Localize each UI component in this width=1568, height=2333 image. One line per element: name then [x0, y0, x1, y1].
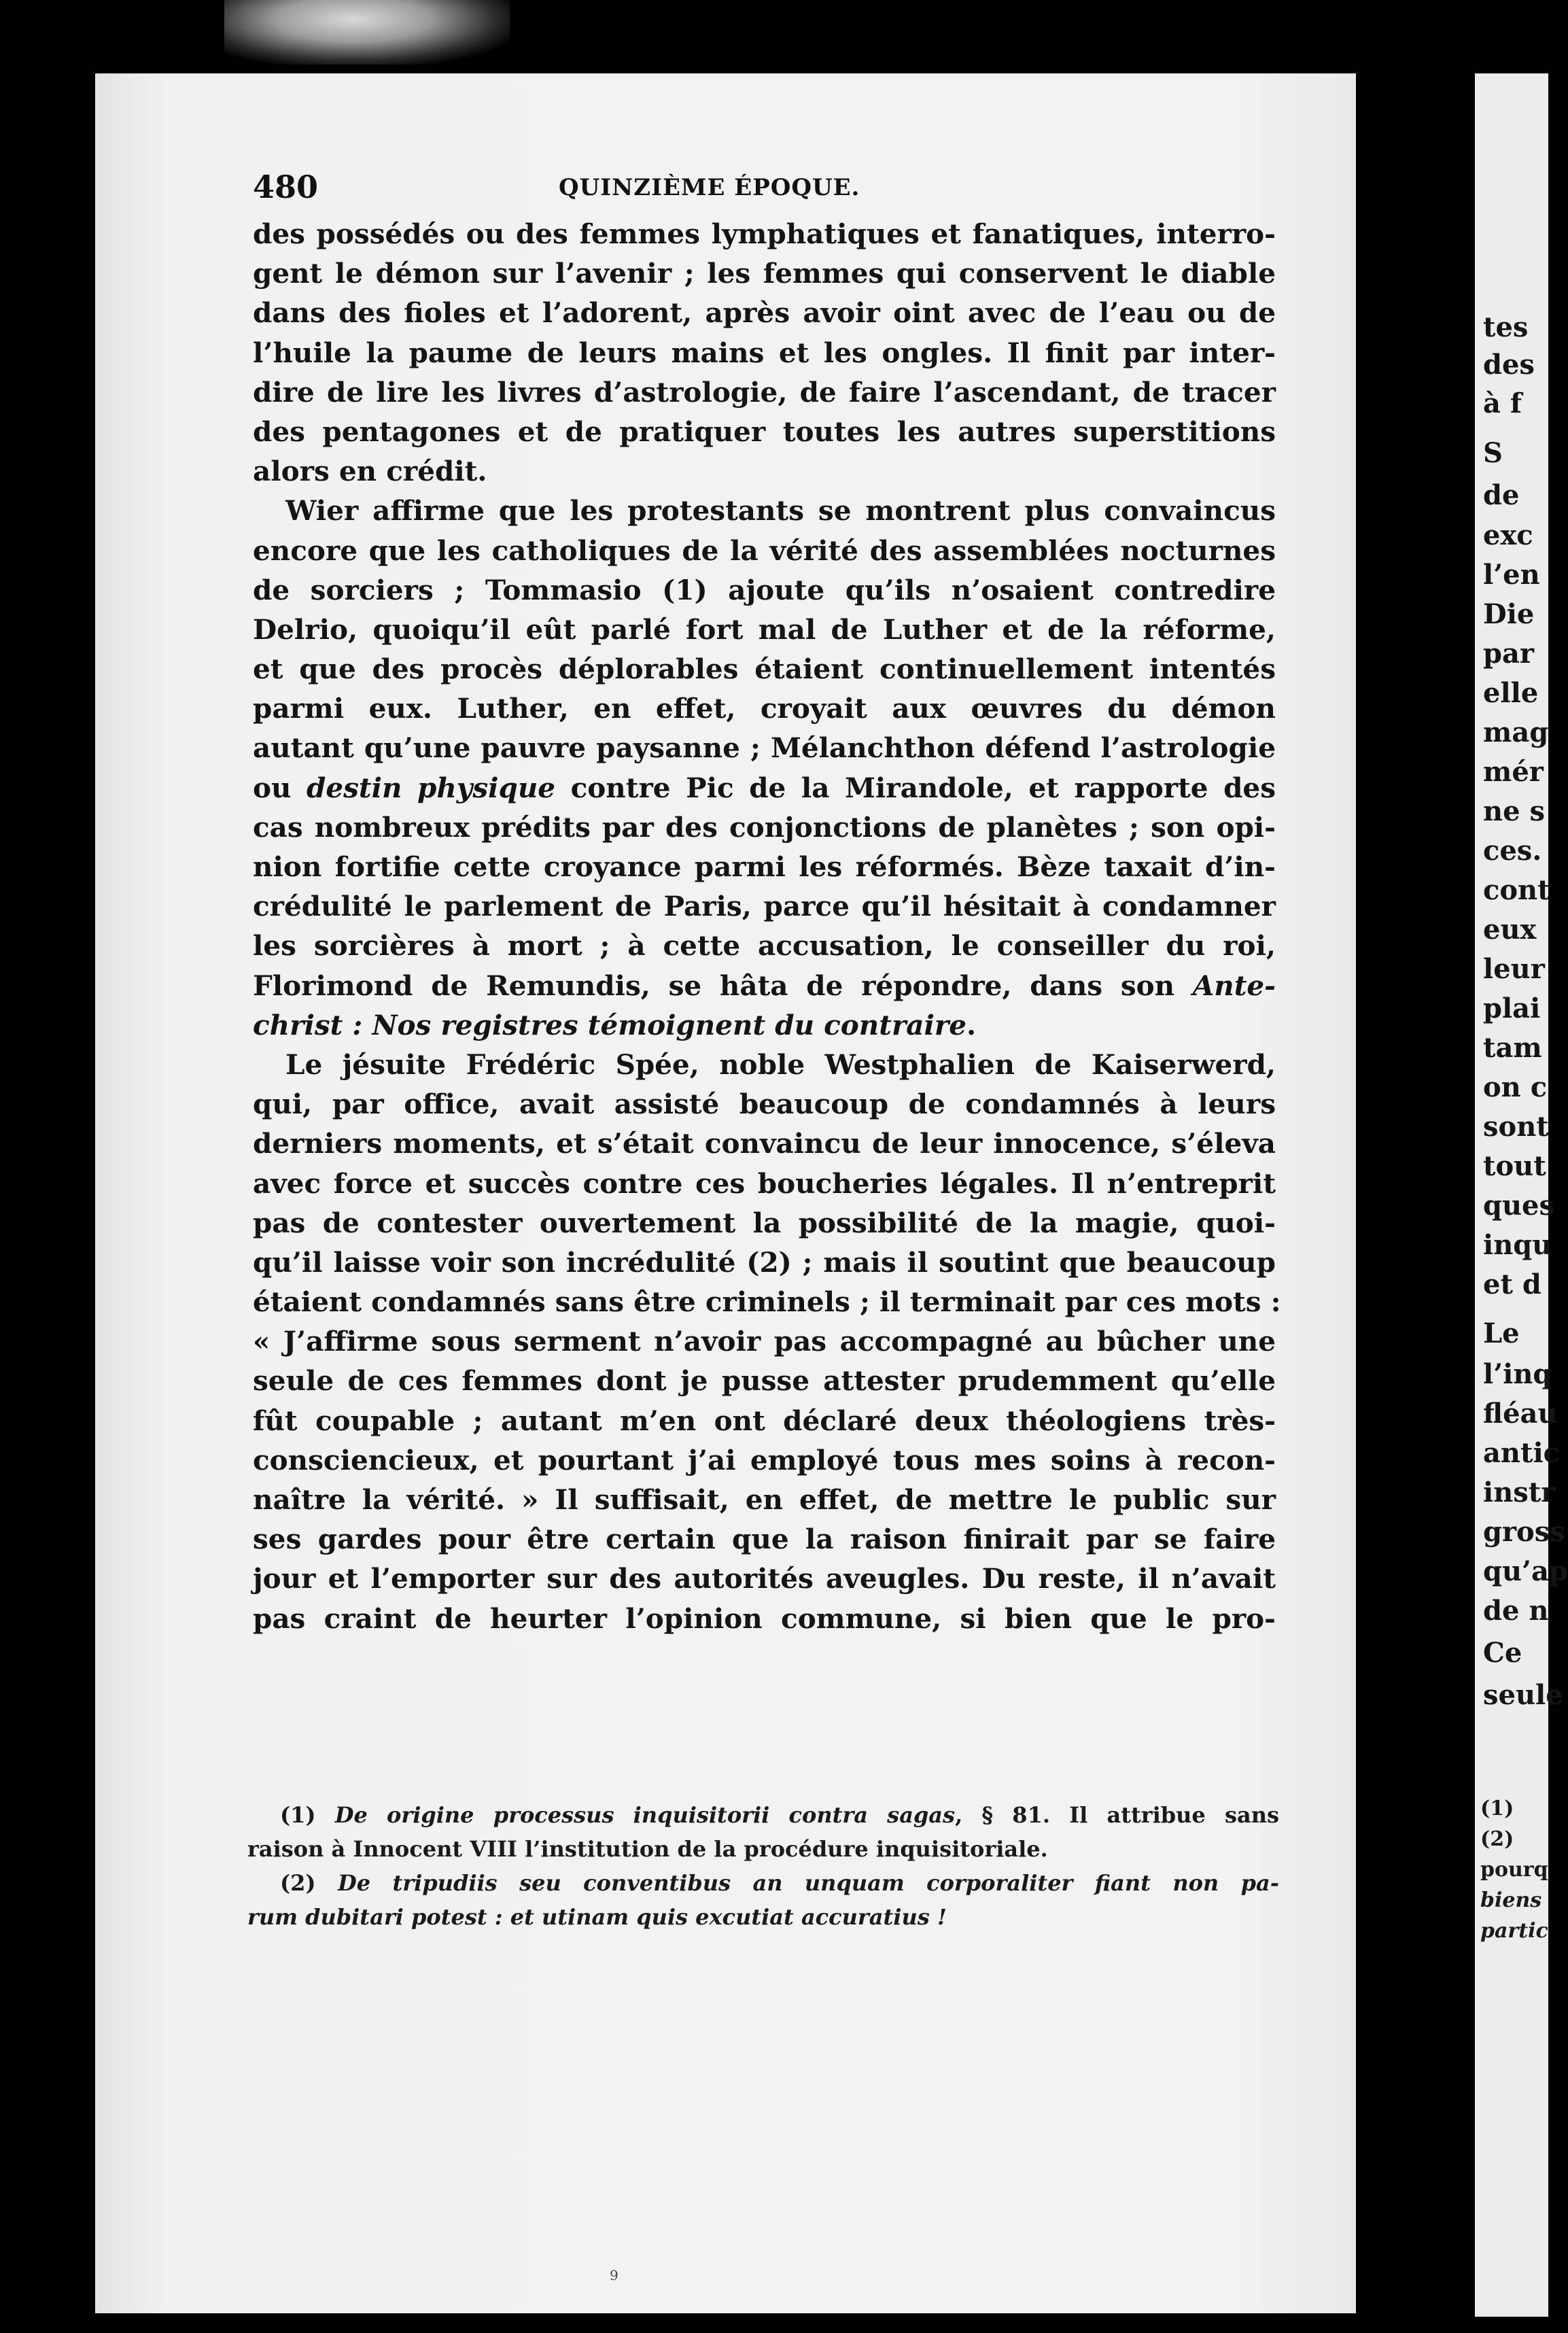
footnotes: [247, 1798, 1280, 1934]
adjacent-page-line: cont: [1483, 874, 1550, 906]
adjacent-page-line: sont: [1483, 1111, 1549, 1143]
text-line: dans des fioles et l’adorent, après avoir oint avec de l’eau ou de: [253, 296, 1276, 330]
adjacent-page-line: l’inq: [1483, 1358, 1552, 1390]
footnote-line: (1) De origine processus inquisitorii contra sagas, § 81. Il attribue sans: [280, 1802, 1280, 1828]
adjacent-page-footnote: (1): [1480, 1797, 1514, 1820]
adjacent-page-line: elle: [1483, 677, 1539, 709]
text-line: étaient condamnés sans être criminels ; il terminait par ces mots :: [253, 1285, 1281, 1319]
page-number: 480: [253, 169, 319, 205]
scan-corner-blot: [224, 0, 510, 65]
text-line: des possédés ou des femmes lymphatiques et fanatiques, interro-: [253, 218, 1276, 250]
adjacent-page-line: seule: [1483, 1679, 1563, 1711]
adjacent-page-footnote: (2): [1480, 1827, 1514, 1851]
adjacent-page-line: mér: [1483, 756, 1544, 788]
italic-text: Ante-: [1192, 969, 1276, 1002]
text-line: christ : Nos registres témoignent du contraire.: [253, 1008, 977, 1041]
adjacent-page-line: l’en: [1483, 559, 1540, 591]
adjacent-page-line: tes: [1483, 311, 1529, 343]
text-line: consciencieux, et pourtant j’ai employé tous mes soins à recon-: [253, 1443, 1276, 1476]
adjacent-page-line: gross: [1483, 1516, 1565, 1548]
text-line: crédulité le parlement de Paris, parce qu’il hésitait à condamner: [253, 890, 1276, 923]
footnote-line: (2) De tripudiis seu conventibus an unquam corporaliter fiant non pa-: [280, 1870, 1280, 1896]
text-line: parmi eux. Luther, en effet, croyait aux œuvres du démon: [253, 692, 1276, 725]
text-line: des pentagones et de pratiquer toutes les autres superstitions: [253, 415, 1276, 448]
adjacent-page-footnote: pourq: [1480, 1858, 1548, 1882]
text-line: cas nombreux prédits par des conjonctions de planètes ; son opi-: [253, 810, 1276, 844]
text-line: Florimond de Remundis, se hâta de répondre, dans son Ante-: [253, 969, 1276, 1002]
footnote-line: [247, 1900, 1279, 1934]
text-line: ses gardes pour être certain que la raison finirait par se faire: [253, 1523, 1276, 1556]
adjacent-page-line: plai: [1483, 992, 1541, 1024]
adjacent-page-line: tam: [1483, 1032, 1542, 1064]
adjacent-page-line: ces.: [1483, 835, 1542, 867]
adjacent-page-line: eux: [1483, 914, 1537, 946]
text-line: pas de contester ouvertement la possibilité de la magie, quoi-: [253, 1206, 1276, 1239]
italic-text: destin physique: [307, 771, 556, 804]
text-line: pas craint de heurter l’opinion commune, si bien que le pro-: [253, 1602, 1276, 1635]
adjacent-page-line: des: [1483, 349, 1535, 381]
adjacent-page-line: leur: [1483, 953, 1545, 985]
text-line: nion fortifie cette croyance parmi les réformés. Bèze taxait d’in-: [253, 850, 1276, 883]
adjacent-page-line: instr: [1483, 1476, 1556, 1508]
running-title: QUINZIÈME ÉPOQUE.: [559, 174, 860, 201]
adjacent-page-line: et d: [1483, 1268, 1541, 1300]
text-line: jour et l’emporter sur des autorités aveugles. Du reste, il n’avait: [253, 1562, 1276, 1595]
text-line: Wier affirme que les protestants se montrent plus convaincus: [285, 494, 1276, 528]
italic-text: rum dubitari potest : et utinam quis excutiat accuratius !: [247, 1904, 947, 1930]
adjacent-page-line: Die: [1483, 598, 1535, 630]
adjacent-page-line: inqu: [1483, 1229, 1552, 1261]
adjacent-page-line: ques: [1483, 1190, 1555, 1222]
adjacent-page-line: on c: [1483, 1071, 1548, 1103]
italic-text: De origine processus inquisitorii contra sagas: [334, 1802, 956, 1828]
text-line: seule de ces femmes dont je pusse attester prudemment qu’elle: [253, 1364, 1276, 1398]
adjacent-page-footnote: biens: [1480, 1888, 1542, 1912]
adjacent-page-line: S: [1483, 437, 1503, 469]
adjacent-page-line: exc: [1483, 519, 1533, 551]
text-line: Delrio, quoiqu’il eût parlé fort mal de Luther et de la réforme,: [253, 612, 1276, 646]
text-line: qui, par office, avait assisté beaucoup de condamnés à leurs: [253, 1088, 1276, 1121]
adjacent-page-line: mag: [1483, 716, 1549, 748]
body-text: [253, 214, 1281, 1638]
adjacent-page-line: de n: [1483, 1595, 1549, 1627]
footnote-line: raison à Innocent VIII l’institution de la procédure inquisitoriale.: [247, 1836, 1048, 1862]
adjacent-page-line: Ce: [1483, 1637, 1522, 1669]
text-line: autant qu’une pauvre paysanne ; Mélanchthon défend l’astrologie: [253, 731, 1276, 765]
adjacent-page-line: de: [1483, 479, 1520, 511]
text-line: avec force et succès contre ces boucheries légales. Il n’entreprit: [253, 1166, 1276, 1200]
adjacent-page-line: qu’ap: [1483, 1555, 1568, 1587]
adjacent-page-line: par: [1483, 638, 1534, 670]
text-line: qu’il laisse voir son incrédulité (2) ; mais il soutint que beaucoup: [253, 1245, 1276, 1279]
signature-mark: 9: [610, 2267, 619, 2283]
text-line: ou destin physique contre Pic de la Mirandole, et rapporte des: [253, 771, 1276, 804]
adjacent-page-line: antic: [1483, 1437, 1561, 1469]
text-line: encore que les catholiques de la vérité des assemblées nocturnes: [253, 534, 1276, 567]
text-line: gent le démon sur l’avenir ; les femmes qui conservent le diable: [253, 257, 1276, 290]
text-line: dire de lire les livres d’astrologie, de faire l’ascendant, de tracer: [253, 375, 1276, 409]
text-line: les sorcières à mort ; à cette accusation, le conseiller du roi,: [253, 929, 1276, 963]
text-line: Le jésuite Frédéric Spée, noble Westphalien de Kaiserwerd,: [285, 1048, 1276, 1081]
adjacent-page-fragment: [1475, 73, 1568, 2317]
adjacent-page-line: fléau: [1483, 1398, 1558, 1430]
adjacent-page-footnote: partic: [1480, 1919, 1548, 1943]
text-line: et que des procès déplorables étaient continuellement intentés: [253, 653, 1276, 686]
text-line: l’huile la paume de leurs mains et les ongles. Il finit par inter-: [253, 336, 1276, 369]
italic-text: De tripudiis seu conventibus an unquam corporaliter fiant non pa-: [337, 1870, 1280, 1896]
text-line: de sorciers ; Tommasio (1) ajoute qu’ils n’osaient contredire: [253, 573, 1276, 606]
text-line: fût coupable ; autant m’en ont déclaré deux théologiens très-: [253, 1404, 1276, 1437]
adjacent-page-line: Le: [1483, 1317, 1520, 1349]
text-line: « J’affirme sous serment n’avoir pas accompagné au bûcher une: [253, 1325, 1276, 1358]
adjacent-page-line: à f: [1483, 387, 1522, 419]
text-line: alors en crédit.: [253, 455, 487, 488]
italic-text: christ : Nos registres témoignent du contraire: [253, 1008, 967, 1041]
adjacent-page-line: ne s: [1483, 795, 1545, 827]
adjacent-page-line: tout: [1483, 1150, 1546, 1182]
text-line: derniers moments, et s’était convaincu de leur innocence, s’éleva: [253, 1127, 1276, 1160]
text-line: naître la vérité. » Il suffisait, en effet, de mettre le public sur: [253, 1483, 1276, 1516]
